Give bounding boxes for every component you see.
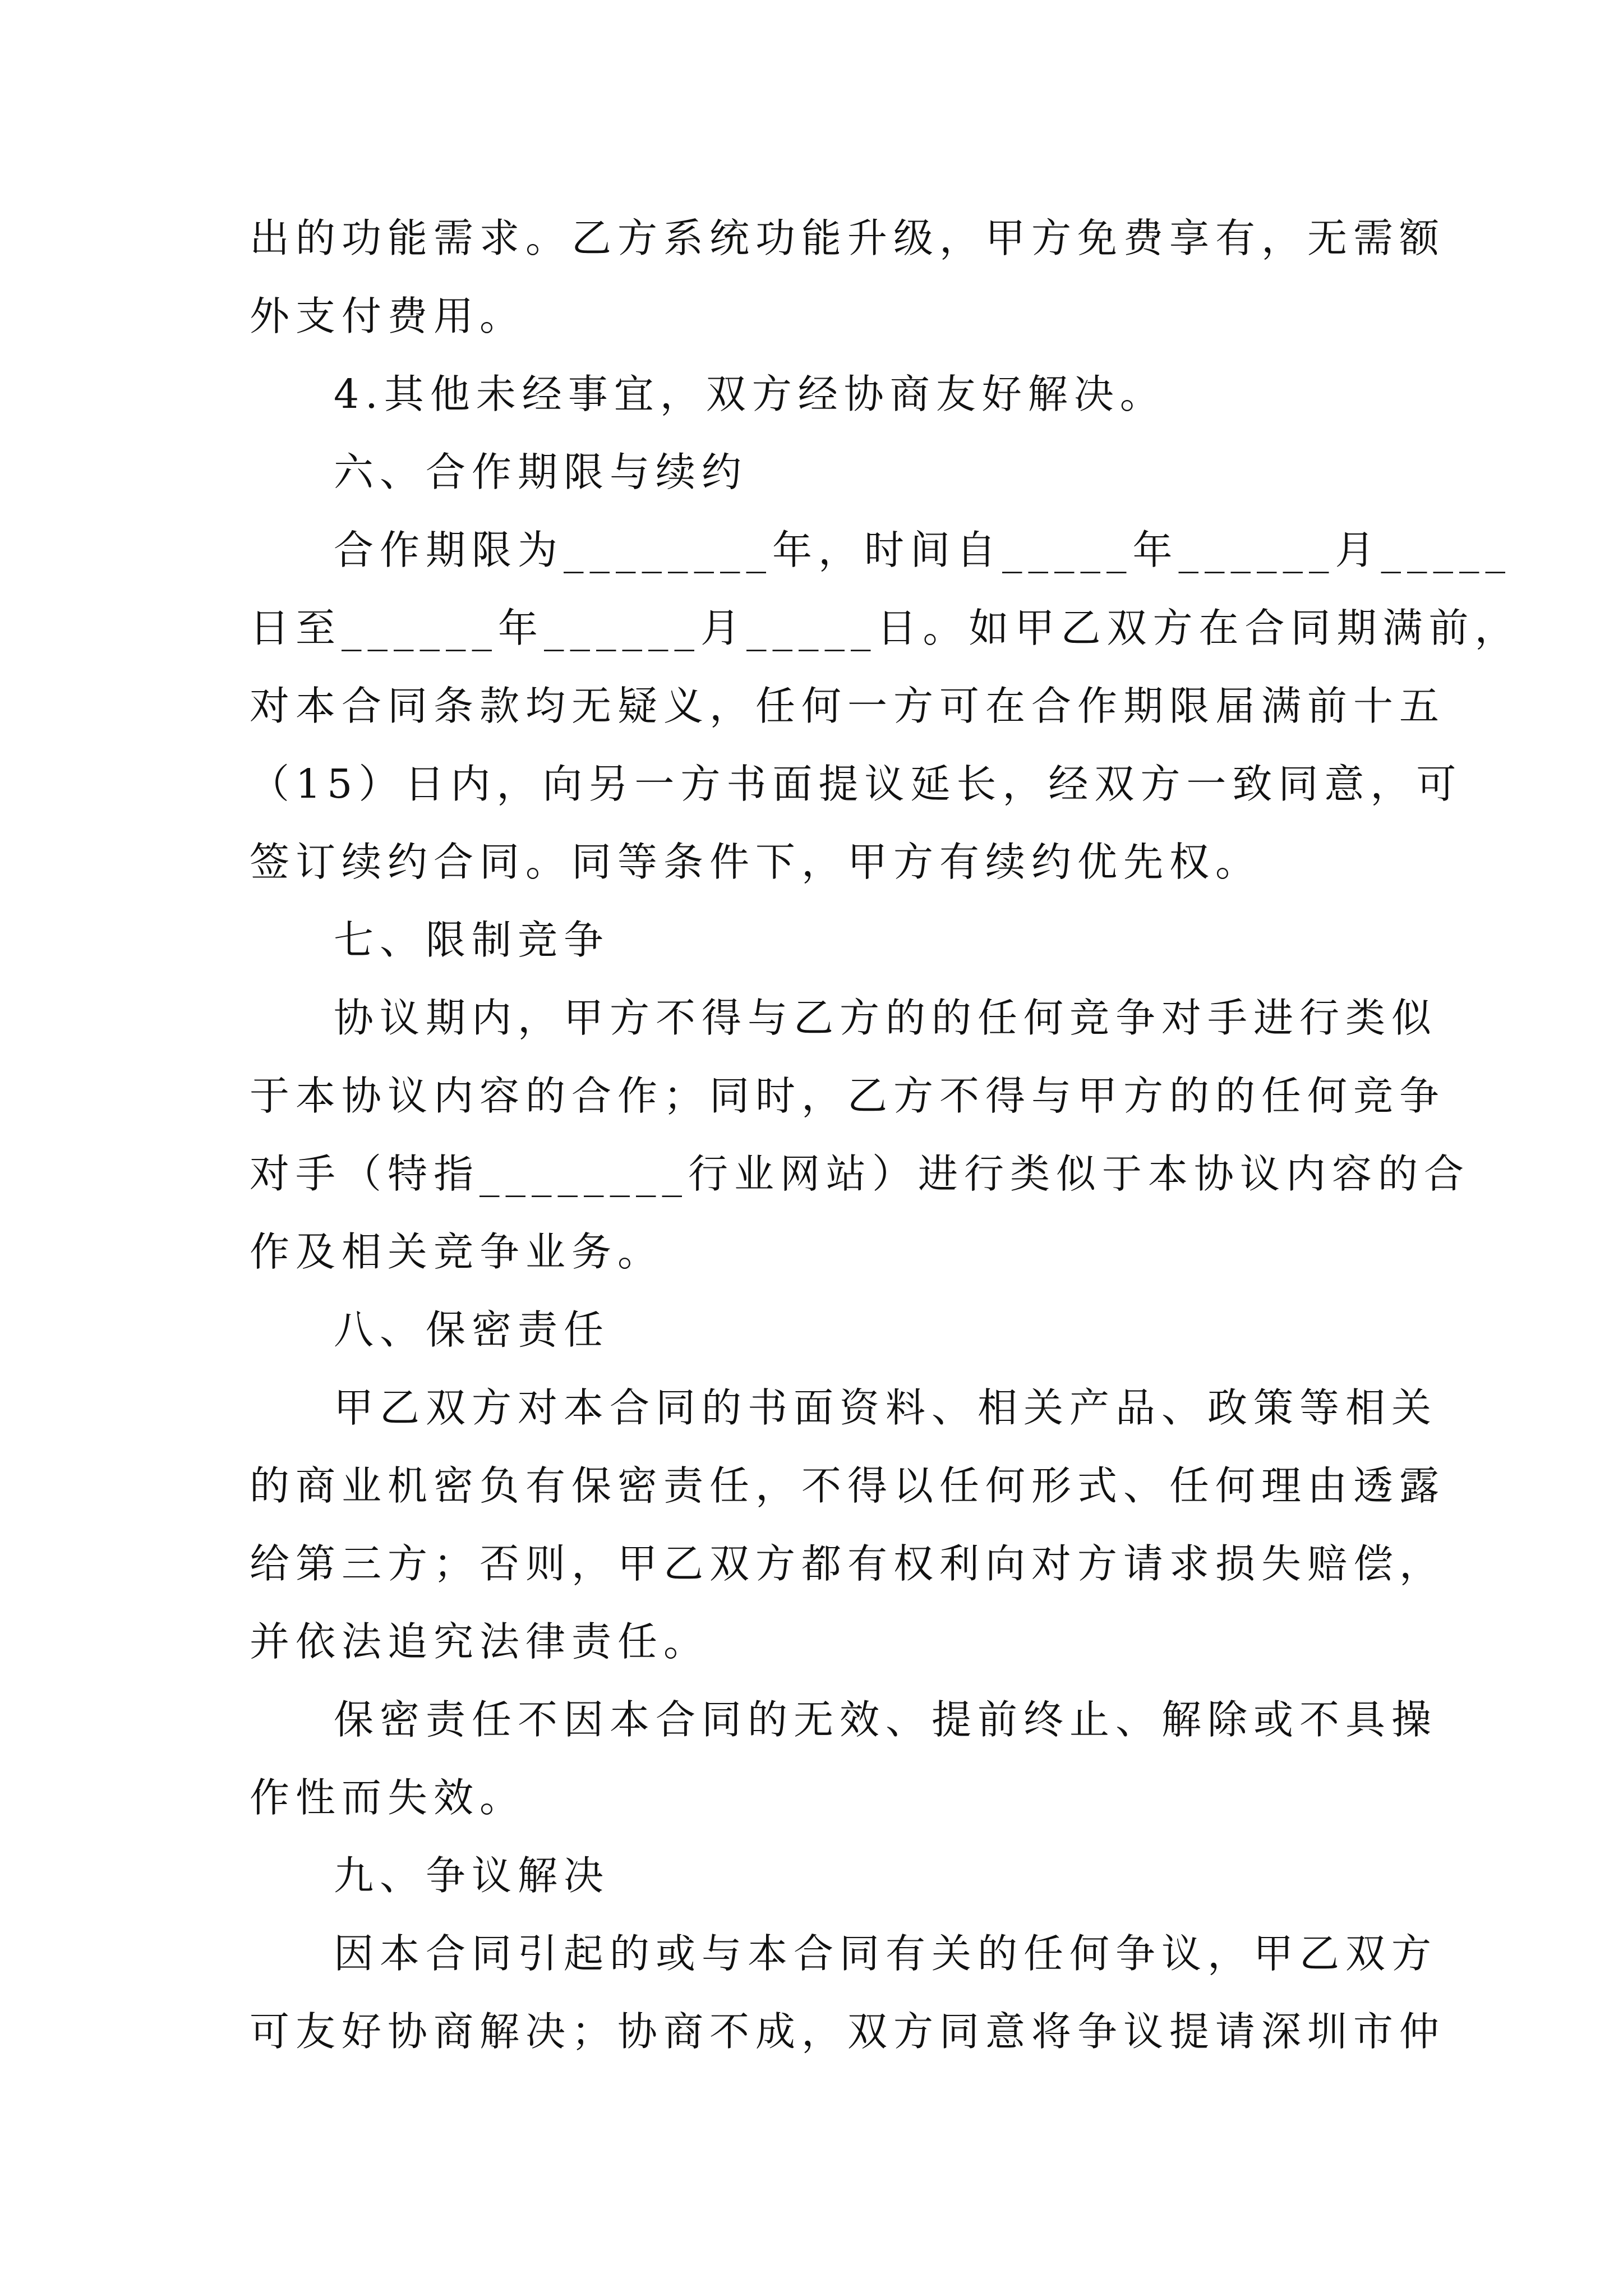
- paragraph-line: 并依法追究法律责任。: [250, 1618, 710, 1665]
- section-heading: 八、保密责任: [334, 1306, 610, 1353]
- document-body: [250, 199, 1521, 2070]
- section-heading: 九、争议解决: [334, 1852, 610, 1899]
- paragraph-line: （15）日内，向另一方书面提议延长，经双方一致同意，可: [250, 761, 1463, 807]
- paragraph-line: 作及相关竞争业务。: [250, 1228, 664, 1275]
- paragraph-line: 出的功能需求。乙方系统功能升级，甲方免费享有，无需额: [250, 215, 1446, 261]
- paragraph-line: 作性而失效。: [250, 1774, 526, 1821]
- paragraph-line: 因本合同引起的或与本合同有关的任何争议，甲乙双方: [334, 1930, 1438, 1977]
- paragraph-line: 4.其他未经事宜，双方经协商友好解决。: [334, 371, 1166, 417]
- paragraph-line: 可友好协商解决；协商不成，双方同意将争议提请深圳市仲: [250, 2008, 1446, 2055]
- section-heading: 六、合作期限与续约: [334, 449, 748, 495]
- paragraph-line: 甲乙双方对本合同的书面资料、相关产品、政策等相关: [334, 1384, 1438, 1431]
- paragraph-line: 对本合同条款均无疑义，任何一方可在合作期限届满前十五: [250, 683, 1446, 729]
- paragraph-line: 外支付费用。: [250, 293, 526, 339]
- paragraph-line: 合作期限为________年，时间自_____年______月_____: [334, 527, 1512, 573]
- section-heading: 七、限制竞争: [334, 917, 610, 963]
- paragraph-line: 日至______年______月_____日。如甲乙双方在合同期满前，: [250, 605, 1521, 651]
- paragraph-line: 于本协议内容的合作；同时，乙方不得与甲方的的任何竞争: [250, 1073, 1446, 1119]
- paragraph-line: 保密责任不因本合同的无效、提前终止、解除或不具操: [334, 1696, 1438, 1743]
- paragraph-line: 协议期内，甲方不得与乙方的的任何竞争对手进行类似: [334, 995, 1438, 1041]
- paragraph-line: 的商业机密负有保密责任，不得以任何形式、任何理由透露: [250, 1462, 1446, 1509]
- paragraph-line: 签订续约合同。同等条件下，甲方有续约优先权。: [250, 839, 1262, 885]
- paragraph-line: 对手（特指________行业网站）进行类似于本协议内容的合: [250, 1151, 1470, 1197]
- paragraph-line: 给第三方；否则，甲乙双方都有权利向对方请求损失赔偿，: [250, 1540, 1446, 1587]
